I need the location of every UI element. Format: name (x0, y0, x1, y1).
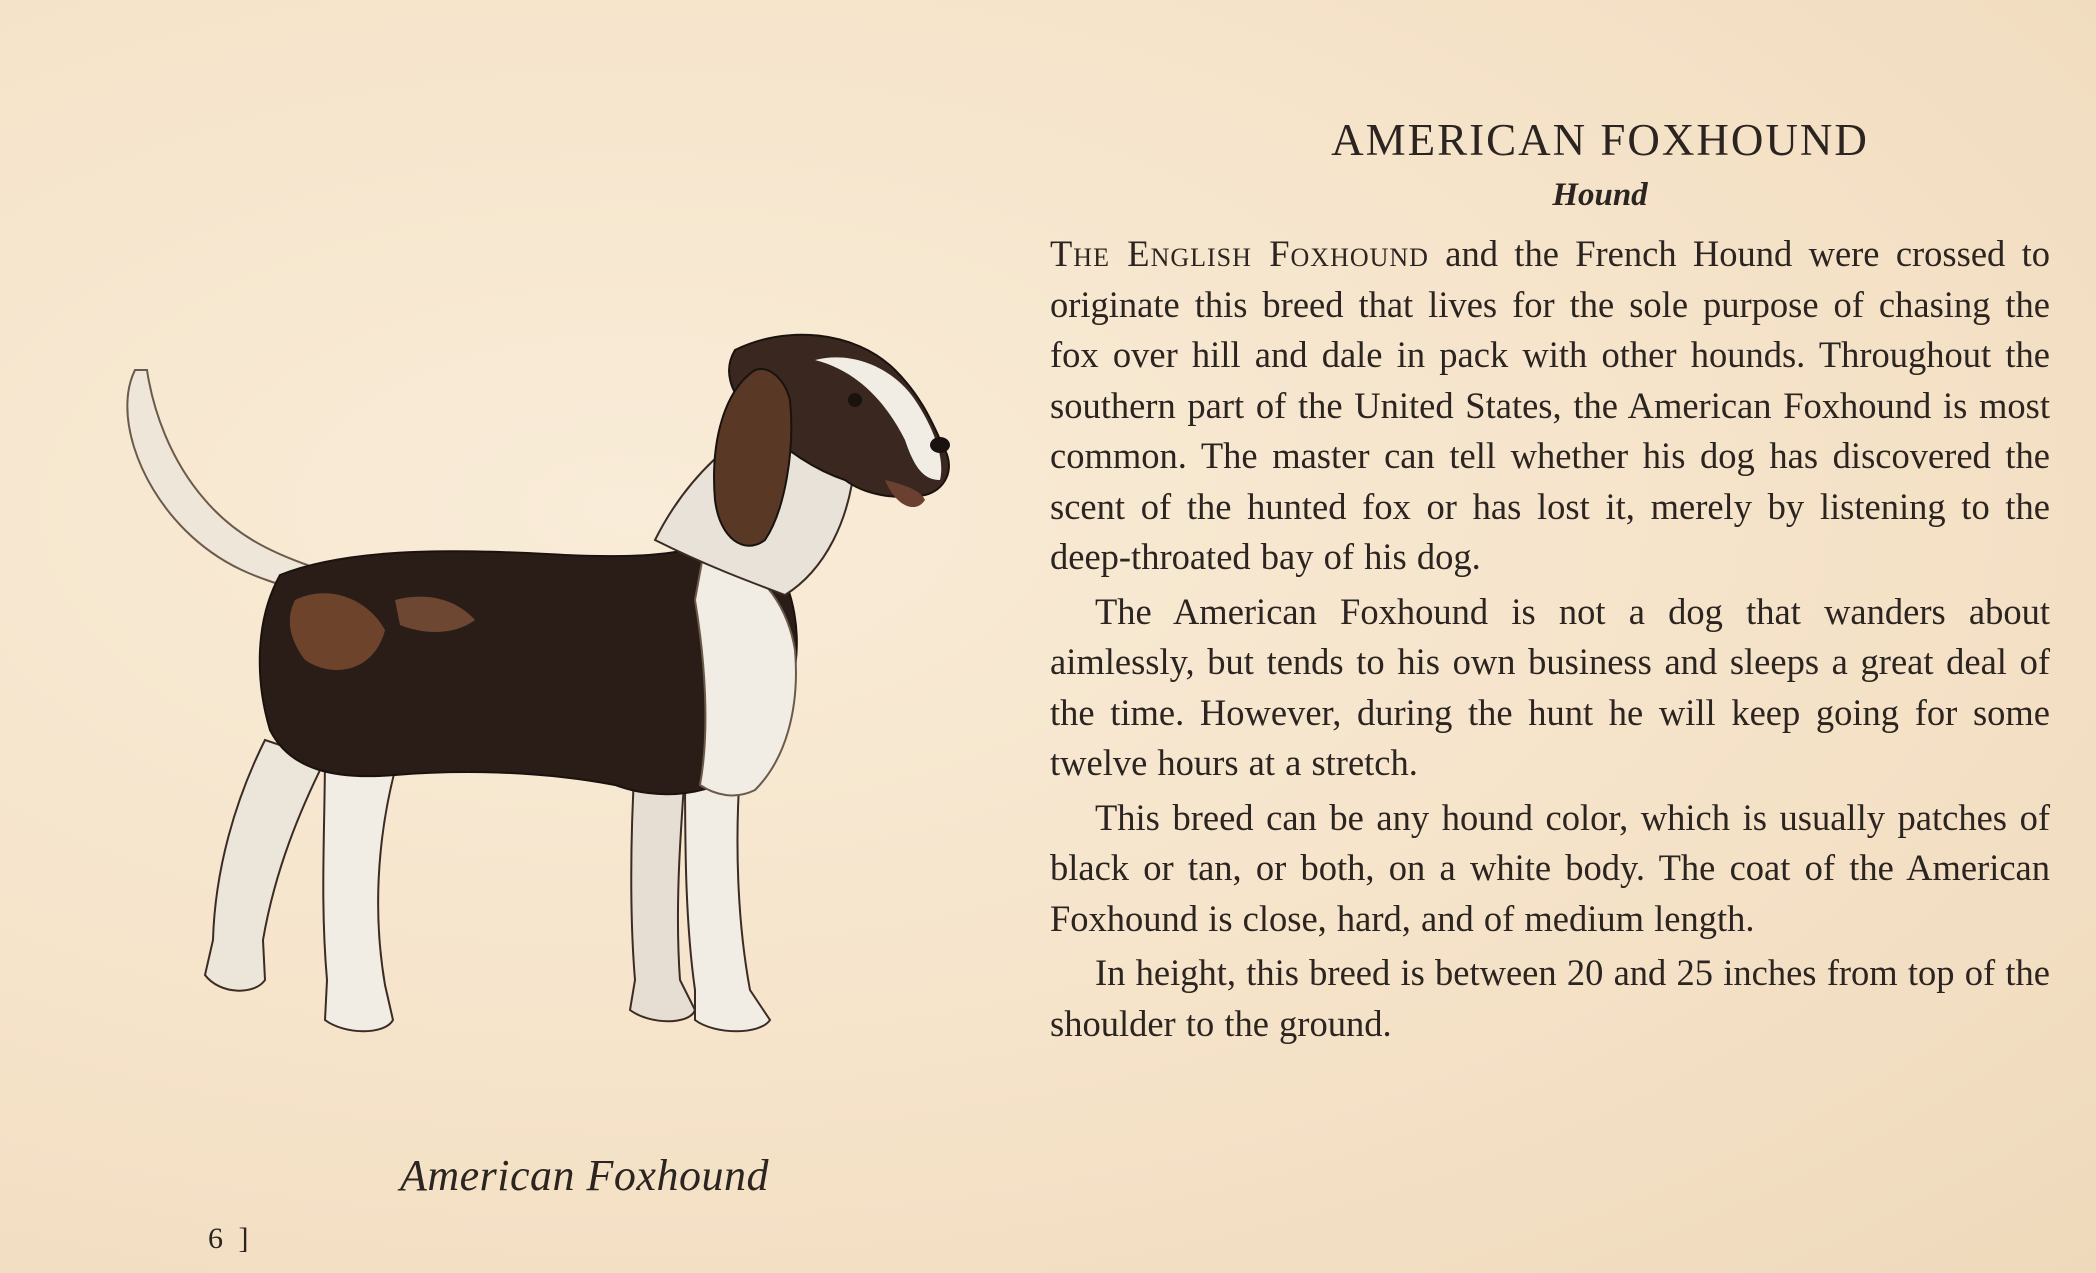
paragraph-3: This breed can be any hound color, which is usually patches of black or tan, or both, on a white body. The coat of the American Foxhound is close, hard, and of medium length. (1050, 796, 2050, 939)
dog-illustration-icon (95, 330, 975, 1050)
paragraph-1-text: and the French Hound were crossed to originate this breed that lives for the sole purpose of chasing the fox over hill and dale in pack with other hounds. Throughout the southern part of the United States, the American Foxhound is most common. The master can tell whether his dog has discovered the scent of the hunted fox or has lost it, merely by listening to the deep-throated bay of his dog. (1050, 233, 2050, 577)
text-column (1050, 105, 2050, 1053)
page-number: 6 ] (208, 1222, 253, 1255)
paragraph-2: The American Foxhound is not a dog that wanders about aimlessly, but tends to his own business and sleeps a great deal of the time. However, during the hunt he will keep going for some twelve hours at a stretch. (1050, 590, 2050, 783)
paragraph-1-lead: The English Foxhound (1050, 233, 1429, 274)
breed-group: Hound (1552, 177, 1648, 213)
illustration-panel (0, 0, 1020, 1273)
paragraph-4: In height, this breed is between 20 and 25 inches from top of the shoulder to the ground. (1050, 952, 2050, 1044)
page-title: AMERICAN FOXHOUND (1331, 115, 1869, 165)
paragraph-1 (1050, 229, 2050, 583)
illustration-caption: American Foxhound (400, 1151, 769, 1200)
